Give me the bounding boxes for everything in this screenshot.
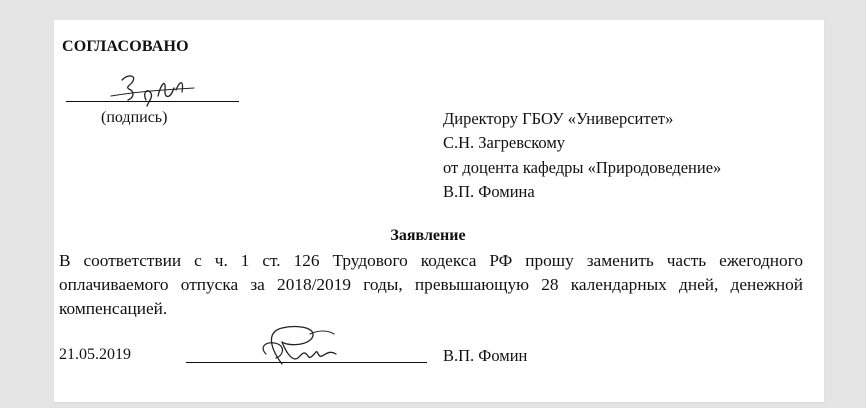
addressee-line-recipient: С.Н. Загревскому bbox=[443, 133, 566, 153]
applicant-signature-line bbox=[186, 362, 427, 363]
addressee-block bbox=[443, 107, 721, 204]
statement-title: Заявление bbox=[390, 227, 466, 244]
addressee-line-position: Директору ГБОУ «Университет» bbox=[443, 109, 674, 128]
approver-signature-line bbox=[66, 101, 239, 102]
document-page bbox=[54, 20, 824, 402]
addressee-line-sender: от доцента кафедры «Природоведение» bbox=[443, 157, 722, 177]
signature-caption: (подпись) bbox=[101, 109, 168, 126]
approver-signature bbox=[106, 70, 206, 110]
signoff-date: 21.05.2019 bbox=[59, 346, 131, 363]
signer-name: В.П. Фомин bbox=[443, 346, 528, 365]
addressee-line-sender-name: В.П. Фомина bbox=[443, 181, 535, 201]
approval-stamp: СОГЛАСОВАНО bbox=[62, 38, 189, 55]
statement-body: В соответствии с ч. 1 ст. 126 Трудового кодекса РФ прошу заменить часть ежегодного оплачиваемого отпуска за 2018/2019 годы, превышающую 28 календарных дней, денежной компенсацией. bbox=[59, 251, 803, 318]
